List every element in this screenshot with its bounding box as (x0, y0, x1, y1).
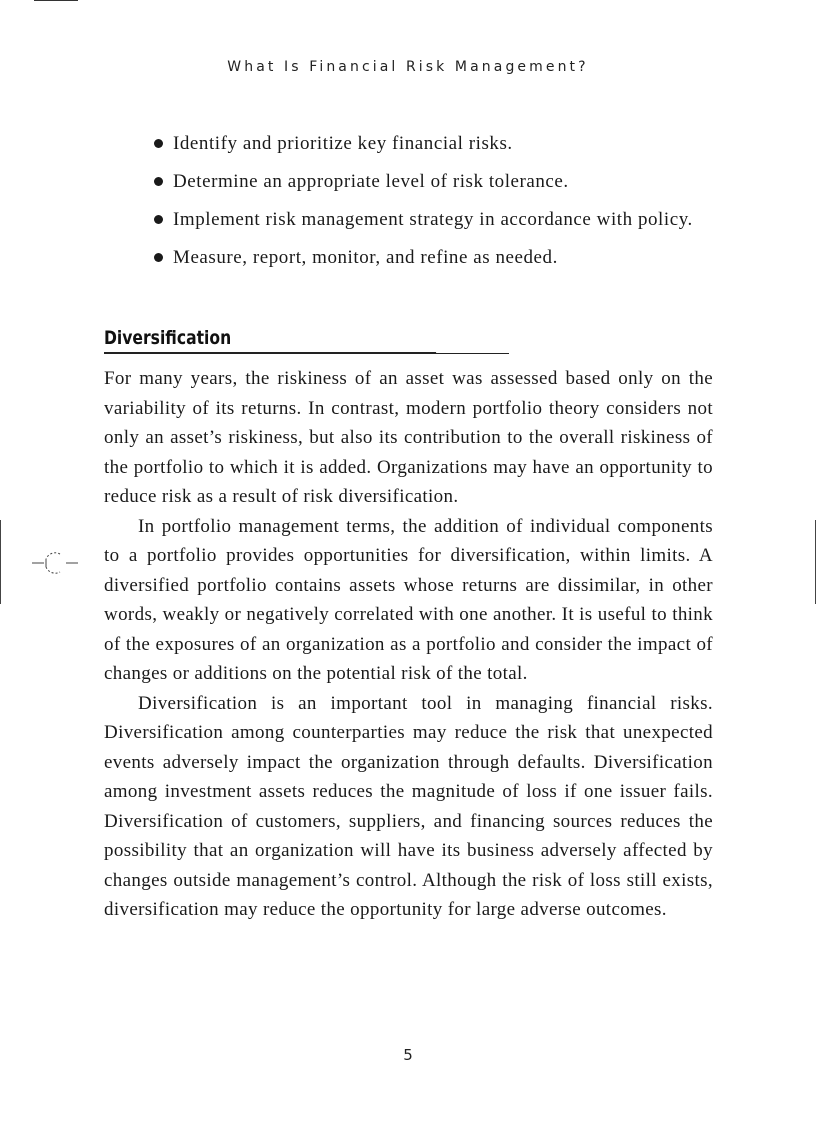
bullet-icon (154, 139, 163, 148)
bullet-text: Measure, report, monitor, and refine as needed. (173, 247, 558, 268)
paragraph: Diversification is an important tool in managing financial risks. Diversification among counterparties may reduce the risk that unexpected events adversely impact the organization through defaults. Diversification among investment assets reduces the magnitude of loss if one issuer fails. Diversification of customers, suppliers, and financing sources reduces the possibility that an organization will have its business adversely affected by changes outside management’s control. Although the risk of loss still exists, diversification may reduce the opportunity for large adverse outcomes. (104, 692, 713, 920)
bullet-text: Implement risk management strategy in accordance with policy. (173, 209, 693, 230)
page-number: 5 (403, 1046, 413, 1064)
bullet-icon (154, 253, 163, 262)
top-crop-rule (34, 0, 78, 1)
running-head: What Is Financial Risk Management? (227, 59, 589, 75)
paragraph: For many years, the riskiness of an asset was assessed based only on the variability of its returns. In contrast, modern portfolio theory considers not only an asset’s riskiness, but also its contribution to the overall riskiness of the portfolio to which it is added. Organizations may have an opportunity to reduce risk as a result of risk diversification. (104, 368, 713, 507)
bullet-icon (154, 215, 163, 224)
paragraph: In portfolio management terms, the addition of individual components to a portfolio provides opportunities for diversification, within limits. A diversified portfolio contains assets whose returns are dissimilar, in other words, weakly or negatively correlated with one another. It is useful to think of the exposures of an organization as a portfolio and consider the impact of changes or additions on the potential risk of the total. (104, 515, 713, 684)
registration-mark-icon (30, 548, 80, 578)
list-item (152, 243, 712, 272)
bullet-icon (154, 177, 163, 186)
section-heading: Diversification (104, 326, 436, 353)
section-body (104, 364, 713, 925)
list-item (152, 205, 712, 234)
bullet-text: Determine an appropriate level of risk tolerance. (173, 171, 569, 192)
list-item (152, 129, 712, 158)
bullet-text: Identify and prioritize key financial risks. (173, 133, 513, 154)
bullet-list (152, 129, 712, 281)
left-crop-mark (0, 520, 1, 604)
heading-underline (104, 353, 509, 354)
list-item (152, 167, 712, 196)
